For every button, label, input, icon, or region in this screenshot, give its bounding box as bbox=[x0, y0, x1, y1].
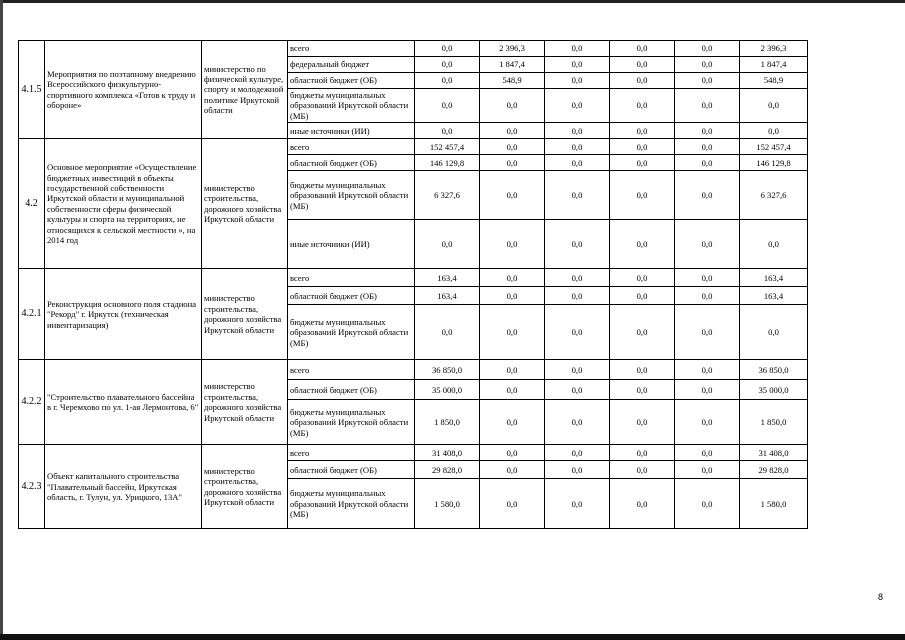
amount-cell: 152 457,4 bbox=[415, 139, 480, 155]
measure-code: 4.2.1 bbox=[19, 269, 45, 360]
funding-source: иные источники (ИИ) bbox=[288, 123, 415, 139]
amount-cell: 0,0 bbox=[545, 287, 610, 305]
measure-code: 4.1.5 bbox=[19, 41, 45, 139]
amount-cell: 0,0 bbox=[415, 57, 480, 73]
amount-cell: 0,0 bbox=[480, 171, 545, 220]
amount-cell: 29 828,0 bbox=[740, 461, 808, 479]
table-row bbox=[19, 360, 808, 380]
amount-cell: 0,0 bbox=[675, 73, 740, 89]
measure-code: 4.2.2 bbox=[19, 360, 45, 445]
amount-cell: 163,4 bbox=[740, 287, 808, 305]
funding-source: областной бюджет (ОБ) bbox=[288, 380, 415, 400]
amount-cell: 0,0 bbox=[610, 461, 675, 479]
funding-source: бюджеты муниципальных образований Иркутской области (МБ) bbox=[288, 479, 415, 529]
scan-left-edge bbox=[0, 0, 3, 640]
amount-cell: 0,0 bbox=[740, 305, 808, 360]
amount-cell: 0,0 bbox=[545, 360, 610, 380]
amount-cell: 0,0 bbox=[610, 287, 675, 305]
amount-cell: 0,0 bbox=[545, 171, 610, 220]
amount-cell: 0,0 bbox=[610, 305, 675, 360]
amount-cell: 0,0 bbox=[480, 89, 545, 123]
amount-cell: 163,4 bbox=[740, 269, 808, 287]
measure-executor: министерство строительства, дорожного хозяйства Иркутской области bbox=[202, 445, 288, 529]
amount-cell: 36 850,0 bbox=[415, 360, 480, 380]
amount-cell: 0,0 bbox=[480, 287, 545, 305]
funding-source: областной бюджет (ОБ) bbox=[288, 155, 415, 171]
amount-cell: 0,0 bbox=[610, 57, 675, 73]
measure-name: "Строительство плавательного бассейна в г. Черемхово по ул. 1-ая Лермонтова, 6" bbox=[45, 360, 202, 445]
funding-source: областной бюджет (ОБ) bbox=[288, 287, 415, 305]
amount-cell: 163,4 bbox=[415, 269, 480, 287]
amount-cell: 31 408,0 bbox=[740, 445, 808, 461]
amount-cell: 146 129,8 bbox=[740, 155, 808, 171]
amount-cell: 2 396,3 bbox=[480, 41, 545, 57]
amount-cell: 0,0 bbox=[675, 445, 740, 461]
amount-cell: 0,0 bbox=[545, 269, 610, 287]
scan-bottom-edge bbox=[0, 634, 905, 640]
measure-code: 4.2.3 bbox=[19, 445, 45, 529]
funding-source: областной бюджет (ОБ) bbox=[288, 461, 415, 479]
funding-source: всего bbox=[288, 360, 415, 380]
amount-cell: 0,0 bbox=[610, 380, 675, 400]
measure-executor: министерство по физической культуре, спорту и молодежной политике Иркутской области bbox=[202, 41, 288, 139]
amount-cell: 0,0 bbox=[480, 139, 545, 155]
funding-source: всего bbox=[288, 445, 415, 461]
amount-cell: 1 580,0 bbox=[740, 479, 808, 529]
amount-cell: 0,0 bbox=[610, 220, 675, 269]
scan-top-edge bbox=[0, 0, 905, 3]
amount-cell: 0,0 bbox=[545, 220, 610, 269]
funding-source: всего bbox=[288, 139, 415, 155]
amount-cell: 0,0 bbox=[675, 89, 740, 123]
amount-cell: 0,0 bbox=[545, 139, 610, 155]
amount-cell: 0,0 bbox=[545, 89, 610, 123]
table-row bbox=[19, 445, 808, 461]
amount-cell: 0,0 bbox=[675, 305, 740, 360]
amount-cell: 0,0 bbox=[545, 155, 610, 171]
funding-source: иные источники (ИИ) bbox=[288, 220, 415, 269]
amount-cell: 0,0 bbox=[545, 445, 610, 461]
amount-cell: 548,9 bbox=[480, 73, 545, 89]
amount-cell: 0,0 bbox=[610, 479, 675, 529]
amount-cell: 0,0 bbox=[545, 41, 610, 57]
amount-cell: 0,0 bbox=[610, 41, 675, 57]
amount-cell: 0,0 bbox=[480, 360, 545, 380]
amount-cell: 0,0 bbox=[675, 461, 740, 479]
amount-cell: 0,0 bbox=[545, 123, 610, 139]
amount-cell: 0,0 bbox=[675, 57, 740, 73]
amount-cell: 0,0 bbox=[480, 445, 545, 461]
table-row bbox=[19, 139, 808, 155]
amount-cell: 0,0 bbox=[415, 73, 480, 89]
measure-executor: министерство строительства, дорожного хозяйства Иркутской области bbox=[202, 269, 288, 360]
amount-cell: 6 327,6 bbox=[415, 171, 480, 220]
amount-cell: 0,0 bbox=[545, 380, 610, 400]
amount-cell: 152 457,4 bbox=[740, 139, 808, 155]
amount-cell: 0,0 bbox=[480, 479, 545, 529]
amount-cell: 0,0 bbox=[675, 139, 740, 155]
amount-cell: 0,0 bbox=[675, 400, 740, 445]
measure-executor: министерство строительства, дорожного хозяйства Иркутской области bbox=[202, 139, 288, 269]
measure-executor: министерство строительства, дорожного хозяйства Иркутской области bbox=[202, 360, 288, 445]
measure-code: 4.2 bbox=[19, 139, 45, 269]
amount-cell: 0,0 bbox=[610, 269, 675, 287]
amount-cell: 1 850,0 bbox=[740, 400, 808, 445]
amount-cell: 0,0 bbox=[610, 155, 675, 171]
amount-cell: 1 847,4 bbox=[740, 57, 808, 73]
amount-cell: 36 850,0 bbox=[740, 360, 808, 380]
amount-cell: 0,0 bbox=[610, 123, 675, 139]
amount-cell: 31 408,0 bbox=[415, 445, 480, 461]
amount-cell: 0,0 bbox=[415, 220, 480, 269]
funding-source: областной бюджет (ОБ) bbox=[288, 73, 415, 89]
amount-cell: 0,0 bbox=[610, 445, 675, 461]
amount-cell: 0,0 bbox=[545, 461, 610, 479]
funding-source: бюджеты муниципальных образований Иркутской области (МБ) bbox=[288, 305, 415, 360]
amount-cell: 0,0 bbox=[545, 400, 610, 445]
table-row bbox=[19, 41, 808, 57]
amount-cell: 0,0 bbox=[675, 380, 740, 400]
amount-cell: 0,0 bbox=[545, 57, 610, 73]
amount-cell: 0,0 bbox=[675, 287, 740, 305]
amount-cell: 0,0 bbox=[545, 73, 610, 89]
amount-cell: 0,0 bbox=[610, 73, 675, 89]
funding-source: федеральный бюджет bbox=[288, 57, 415, 73]
amount-cell: 0,0 bbox=[415, 89, 480, 123]
amount-cell: 0,0 bbox=[480, 220, 545, 269]
amount-cell: 0,0 bbox=[480, 380, 545, 400]
amount-cell: 1 847,4 bbox=[480, 57, 545, 73]
amount-cell: 0,0 bbox=[480, 400, 545, 445]
amount-cell: 0,0 bbox=[675, 171, 740, 220]
amount-cell: 0,0 bbox=[740, 220, 808, 269]
amount-cell: 0,0 bbox=[480, 155, 545, 171]
amount-cell: 0,0 bbox=[610, 139, 675, 155]
funding-source: всего bbox=[288, 269, 415, 287]
amount-cell: 6 327,6 bbox=[740, 171, 808, 220]
amount-cell: 0,0 bbox=[415, 123, 480, 139]
measure-name: Объект капитального строительства "Плавательный бассейн, Иркутская область, г. Тулун, ул. Урицкого, 13А" bbox=[45, 445, 202, 529]
funding-source: бюджеты муниципальных образований Иркутской области (МБ) bbox=[288, 89, 415, 123]
amount-cell: 0,0 bbox=[415, 305, 480, 360]
amount-cell: 0,0 bbox=[545, 479, 610, 529]
amount-cell: 1 850,0 bbox=[415, 400, 480, 445]
measure-name: Реконструкция основного поля стадиона "Рекорд" г. Иркутск (техническая инвентаризация) bbox=[45, 269, 202, 360]
measure-name: Мероприятия по поэтапному внедрению Всероссийского физкультурно-спортивного комплекса «Готов к труду и обороне» bbox=[45, 41, 202, 139]
amount-cell: 0,0 bbox=[740, 123, 808, 139]
amount-cell: 0,0 bbox=[675, 479, 740, 529]
amount-cell: 0,0 bbox=[480, 305, 545, 360]
amount-cell: 0,0 bbox=[675, 41, 740, 57]
amount-cell: 0,0 bbox=[675, 123, 740, 139]
amount-cell: 0,0 bbox=[610, 89, 675, 123]
amount-cell: 0,0 bbox=[610, 171, 675, 220]
table-body bbox=[19, 41, 808, 529]
amount-cell: 35 000,0 bbox=[415, 380, 480, 400]
amount-cell: 0,0 bbox=[675, 220, 740, 269]
budget-table bbox=[18, 40, 808, 529]
measure-name: Основное мероприятие «Осуществление бюджетных инвестиций в объекты государственной собственности Иркутской области и муниципальной собственности сферы физической культуры и спорта на территориях, не относящихся к сельской местности », на 2014 год bbox=[45, 139, 202, 269]
amount-cell: 0,0 bbox=[545, 305, 610, 360]
amount-cell: 0,0 bbox=[610, 400, 675, 445]
funding-source: бюджеты муниципальных образований Иркутской области (МБ) bbox=[288, 400, 415, 445]
amount-cell: 0,0 bbox=[610, 360, 675, 380]
amount-cell: 35 000,0 bbox=[740, 380, 808, 400]
amount-cell: 0,0 bbox=[415, 41, 480, 57]
amount-cell: 0,0 bbox=[480, 269, 545, 287]
amount-cell: 1 580,0 bbox=[415, 479, 480, 529]
amount-cell: 163,4 bbox=[415, 287, 480, 305]
amount-cell: 0,0 bbox=[675, 269, 740, 287]
amount-cell: 0,0 bbox=[740, 89, 808, 123]
amount-cell: 0,0 bbox=[675, 360, 740, 380]
amount-cell: 2 396,3 bbox=[740, 41, 808, 57]
amount-cell: 0,0 bbox=[675, 155, 740, 171]
amount-cell: 0,0 bbox=[480, 123, 545, 139]
page-number: 8 bbox=[878, 592, 884, 602]
table-row bbox=[19, 269, 808, 287]
funding-source: бюджеты муниципальных образований Иркутской области (МБ) bbox=[288, 171, 415, 220]
amount-cell: 548,9 bbox=[740, 73, 808, 89]
funding-source: всего bbox=[288, 41, 415, 57]
amount-cell: 146 129,8 bbox=[415, 155, 480, 171]
amount-cell: 0,0 bbox=[480, 461, 545, 479]
amount-cell: 29 828,0 bbox=[415, 461, 480, 479]
